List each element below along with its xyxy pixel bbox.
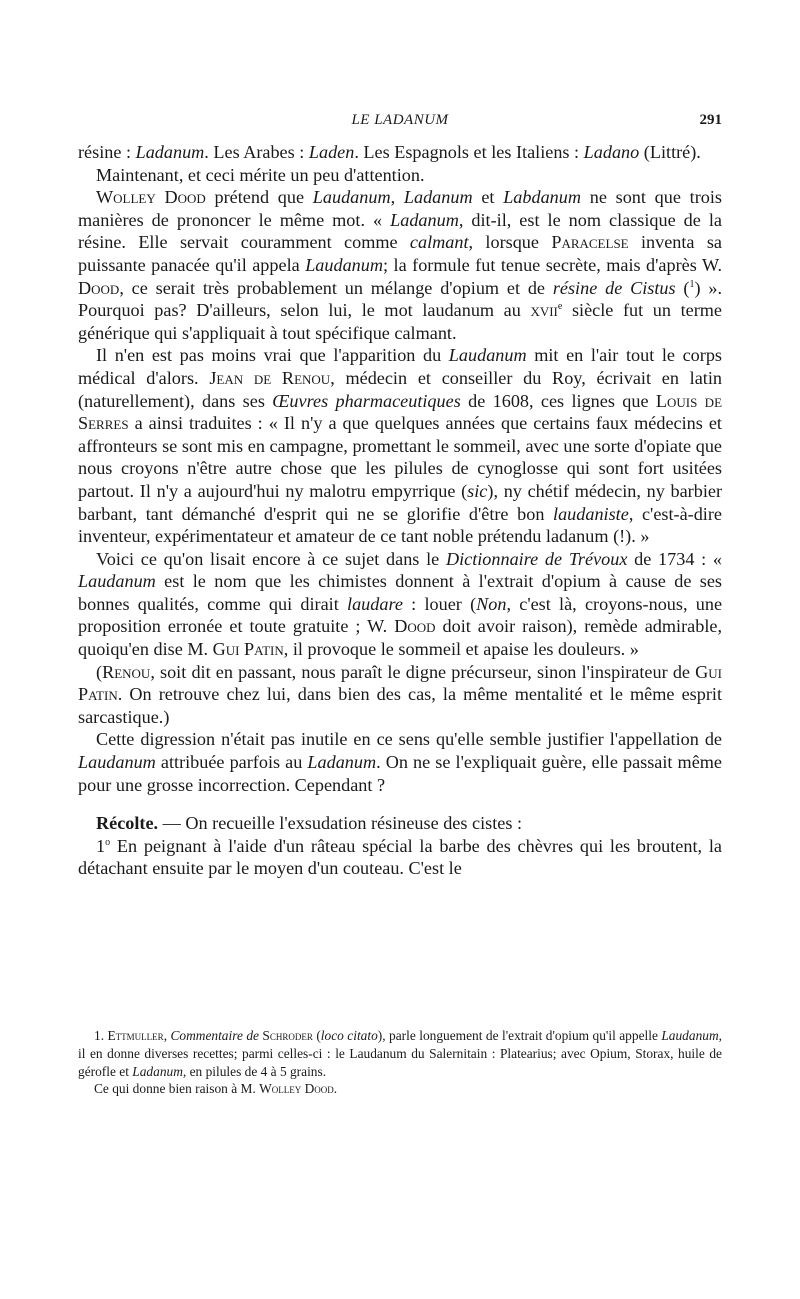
text-run: . On ne se l'expliquait guère, elle passait même pour une grosse incorrection. Cependant ?: [78, 752, 722, 795]
text-run: , ce serait très probablement un mélange d'opium et de: [119, 277, 553, 298]
italic-run: Ladano: [583, 142, 640, 162]
text-run: est le nom que les chimistes donnent à l'extrait d'opium à cause de ses bonnes qualités, comme qui dirait: [78, 571, 722, 614]
small-caps-run: Wolley Dood: [96, 187, 206, 208]
paragraph: [78, 812, 722, 835]
italic-run: Ladanum: [403, 187, 473, 208]
running-title: LE LADANUM: [351, 112, 449, 128]
paragraph: [78, 661, 722, 729]
italic-run: Œuvres pharmaceutiques: [272, 390, 461, 411]
text-run: Voici ce qu'on lisait encore à ce sujet dans le: [96, 548, 446, 569]
small-caps-run: Schroder: [262, 1028, 313, 1043]
paragraph: [78, 728, 722, 796]
text-run: , c'est-à-dire inventeur, expérimentateur et amateur de ce tant noble prétendu ladanum (!). »: [78, 503, 722, 547]
text-run: ) ». Pourquoi pas? D'ailleurs, selon lui, le mot laudanum au: [78, 277, 722, 321]
italic-run: Dictionnaire de Trévoux: [445, 548, 628, 569]
text-run: ,: [163, 1028, 171, 1043]
italic-run: Ladanum: [132, 1063, 183, 1079]
italic-run: Laudanum: [661, 1028, 719, 1043]
text-run: . Les Arabes :: [204, 142, 309, 162]
italic-run: résine de Cistus: [552, 277, 676, 298]
small-caps-run: Gui Patin: [212, 639, 284, 660]
small-caps-run: Ettmuller: [107, 1028, 164, 1043]
small-caps-run: Dood: [78, 277, 120, 298]
text-run: prétend que: [205, 187, 313, 208]
small-caps-run: xvii: [530, 300, 558, 321]
italic-run: Laudanum: [305, 254, 383, 275]
text-run: résine :: [78, 142, 136, 162]
text-run: : louer (: [402, 593, 477, 614]
text-run: , c'est là, croyons-nous, une proposition erronée et toute gratuite ; W.: [78, 593, 723, 637]
text-run: Ce qui donne bien raison à M.: [94, 1081, 260, 1097]
text-run: (Littré).: [639, 142, 701, 162]
text-run: attribuée parfois au: [155, 752, 308, 773]
italic-run: Ladanum: [390, 209, 459, 230]
footnote: [78, 1027, 722, 1080]
paragraph: [78, 548, 722, 661]
small-caps-run: Jean de Renou: [209, 367, 331, 388]
text-run: 1.: [94, 1028, 108, 1043]
paragraph: [78, 186, 722, 344]
small-caps-run: Gui Patin: [78, 661, 722, 705]
superscript: 1: [689, 278, 695, 290]
italic-run: Non: [476, 593, 507, 614]
text-run: . Les Espagnols et les Italiens :: [354, 142, 584, 162]
text-run: , soit dit en passant, nous paraît le digne précurseur, sinon l'inspirateur de: [150, 661, 696, 682]
text-run: Cette digression n'était pas inutile en ce sens qu'elle semble justifier l'appellation de: [96, 729, 722, 750]
text-run: et: [472, 187, 504, 208]
text-run: , il provoque le sommeil et apaise les douleurs. »: [283, 639, 639, 660]
paragraph: [78, 835, 722, 880]
text-run: inventa sa puissante panacée qu'il appela: [78, 232, 723, 275]
main-text: [78, 141, 722, 880]
small-caps-run: Louis de Serres: [78, 390, 723, 434]
paragraph: [78, 164, 722, 187]
small-caps-run: Renou: [102, 661, 151, 682]
text-run: de 1608, ces lignes que: [460, 390, 656, 411]
italic-run: Laudanum: [78, 752, 156, 773]
text-run: ), parle longuement de l'extrait d'opium qu'il appelle: [377, 1028, 662, 1043]
text-run: Il n'en est pas moins vrai que l'apparition du: [96, 345, 449, 366]
text-run: En peignant à l'aide d'un râteau spécial la barbe des chèvres qui les broutent, la détachant ensuite par le moyen d'un couteau. C'est le: [78, 835, 722, 879]
page-number: 291: [699, 112, 722, 128]
paragraph: [78, 141, 722, 164]
italic-run: sic: [467, 480, 488, 501]
superscript: o: [105, 836, 111, 848]
text-run: ; la formule fut tenue secrète, mais d'après W.: [383, 254, 722, 275]
footnote: [78, 1080, 722, 1098]
paragraph: [78, 344, 722, 547]
text-run: (: [96, 661, 103, 682]
italic-run: Laudanum: [448, 345, 527, 366]
text-run: (: [312, 1028, 321, 1043]
italic-run: Laudanum: [312, 187, 391, 208]
text-run: , il en donne diverses recettes; parmi celles-ci : le Laudanum du Salernitain : Platearius; avec Opium, Storax, huile de gérofle et: [78, 1028, 722, 1079]
italic-run: Commentaire de: [170, 1028, 259, 1043]
italic-run: loco citato: [320, 1028, 378, 1043]
bold-run: Récolte.: [96, 813, 159, 834]
italic-run: Labdanum: [503, 187, 581, 208]
text-run: ,: [390, 187, 404, 208]
footnotes: [78, 1027, 722, 1098]
text-run: de 1734 : «: [627, 548, 722, 569]
small-caps-run: Dood: [394, 616, 436, 637]
running-head: [78, 108, 722, 134]
text-run: siècle fut un terme générique qui s'appliquait à tout spécifique calmant.: [78, 300, 722, 343]
italic-run: Ladanum: [135, 142, 205, 162]
text-run: , dit-il, est le nom classique de la résine. Elle servait couramment comme: [78, 209, 722, 253]
italic-run: Ladanum: [307, 752, 377, 773]
text-run: 1: [96, 835, 106, 856]
text-run: ne sont que trois manières de prononcer le même mot. «: [78, 187, 722, 230]
text-run: . On retrouve chez lui, dans bien des cas, la même mentalité et le même esprit sarcastique.): [78, 684, 722, 727]
text-run: Maintenant, et ceci mérite un peu d'attention.: [96, 164, 425, 185]
small-caps-run: Paracelse: [551, 232, 629, 253]
italic-run: Laudanum: [78, 571, 156, 592]
text-run: .: [333, 1081, 338, 1097]
text-run: , en pilules de 4 à 5 grains.: [182, 1063, 327, 1079]
italic-run: Laden: [308, 142, 355, 162]
italic-run: laudare: [347, 593, 403, 614]
text-run: doit avoir raison), remède admirable, quoiqu'en dise M.: [78, 616, 722, 660]
text-run: , lorsque: [468, 232, 552, 253]
text-run: ), ny chétif médecin, ny barbier barbant, tant démanché d'esprit qui ne se glorifie d'être bon: [78, 480, 723, 524]
small-caps-run: Wolley Dood: [259, 1081, 334, 1097]
text-run: (: [675, 277, 690, 298]
italic-run: laudaniste: [553, 503, 629, 524]
text-run: mit en l'air tout le corps médical d'alors.: [78, 345, 722, 388]
text-run: , médecin et conseiller du Roy, écrivait en latin (naturellement), dans ses: [78, 367, 722, 411]
text-run: — On recueille l'exsudation résineuse des cistes :: [158, 813, 523, 834]
superscript: e: [557, 301, 563, 313]
text-run: a ainsi traduites : « Il n'y a que quelques années que certains faux médecins et affronteurs se sont mis en campagne, promettant le sommeil, avec une sorte d'opiate que nous croyons n'être autre chose que les pilules de cynoglosse qui sont fort usitées partout. Il n'y a aujourd'hui ny malotru empyrrique (: [78, 413, 722, 501]
italic-run: calmant: [409, 232, 469, 253]
